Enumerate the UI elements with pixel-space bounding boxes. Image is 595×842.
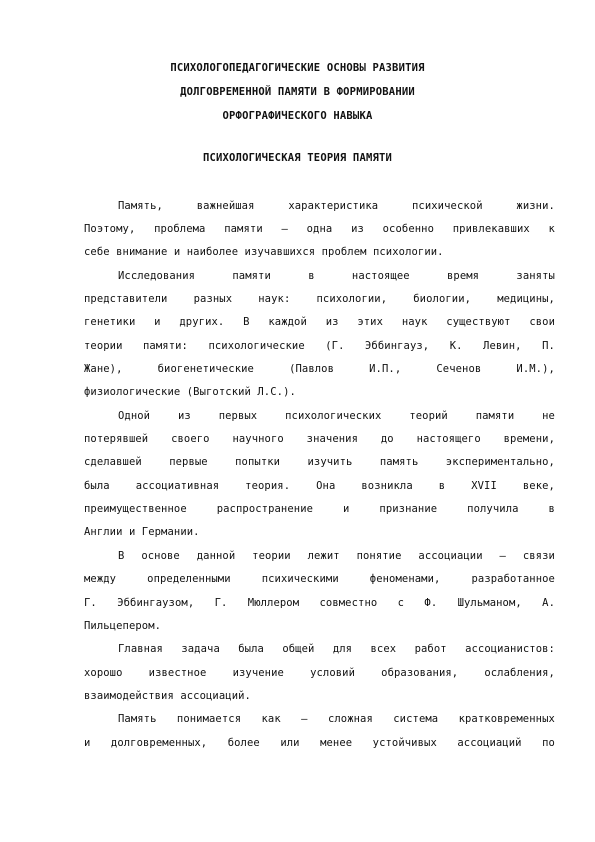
text-line: сделавшей первые попытки изучить память экспериментально, [84,456,555,469]
text-line: Г. Эббингаузом, Г. Мюллером совместно с Ф. Шульманом, А. [84,596,555,609]
text-line: потерявшей своего научного значения до настоящего времени, [84,433,555,446]
text-line: Главная задача была общей для всех работ ассоцианистов: [118,643,555,656]
paragraph [84,404,555,544]
text-line: представители разных наук: психологии, биологии, медицины, [84,293,555,306]
text-line: хорошо известное изучение условий образования, ослабления, [84,666,555,679]
text-line: взаимодействия ассоциаций. [84,689,251,702]
document-title [0,56,595,128]
paragraph [84,264,555,404]
text-line: Жане), биогенетические (Павлов И.П., Сеченов И.М.), [84,363,555,376]
text-line: между определенными психическими феноменами, разработанное [84,573,555,586]
title-line: ДОЛГОВРЕМЕННОЙ ПАМЯТИ В ФОРМИРОВАНИИ [180,86,415,98]
title-line: ОРФОГРАФИЧЕСКОГО НАВЫКА [222,110,373,122]
text-line: Одной из первых психологических теорий памяти не [118,409,555,422]
text-line: физиологические (Выготский Л.С.). [84,386,296,399]
paragraph [84,638,555,708]
text-line: В основе данной теории лежит понятие ассоциации – связи [118,549,555,562]
text-line: себе внимание и наиболее изучавшихся проблем психологии. [84,246,444,259]
text-line: Исследования памяти в настоящее время заняты [118,269,555,282]
paragraph [84,708,555,755]
text-line: преимущественное распространение и признание получила в [84,503,555,516]
paragraph [84,194,555,264]
title-line: ПСИХОЛОГОПЕДАГОГИЧЕСКИЕ ОСНОВЫ РАЗВИТИЯ [170,62,425,74]
body-text [84,194,555,754]
text-line: генетики и других. В каждой из этих наук существуют свои [84,316,555,329]
paragraph [84,544,555,637]
text-line: Память, важнейшая характеристика психической жизни. [118,199,555,212]
text-line: Память понимается как – сложная система кратковременных [118,713,555,726]
text-line: теории памяти: психологические (Г. Эббингауз, К. Левин, П. [84,339,555,352]
text-line: Поэтому, проблема памяти – одна из особенно привлекавших к [84,223,555,236]
text-line: и долговременных, более или менее устойчивых ассоциаций по [84,736,555,749]
text-line: Англии и Германии. [84,526,200,539]
text-line: Пильцепером. [84,619,162,632]
text-line: была ассоциативная теория. Она возникла в XVII веке, [84,479,555,492]
section-heading: ПСИХОЛОГИЧЕСКАЯ ТЕОРИЯ ПАМЯТИ [202,152,393,164]
